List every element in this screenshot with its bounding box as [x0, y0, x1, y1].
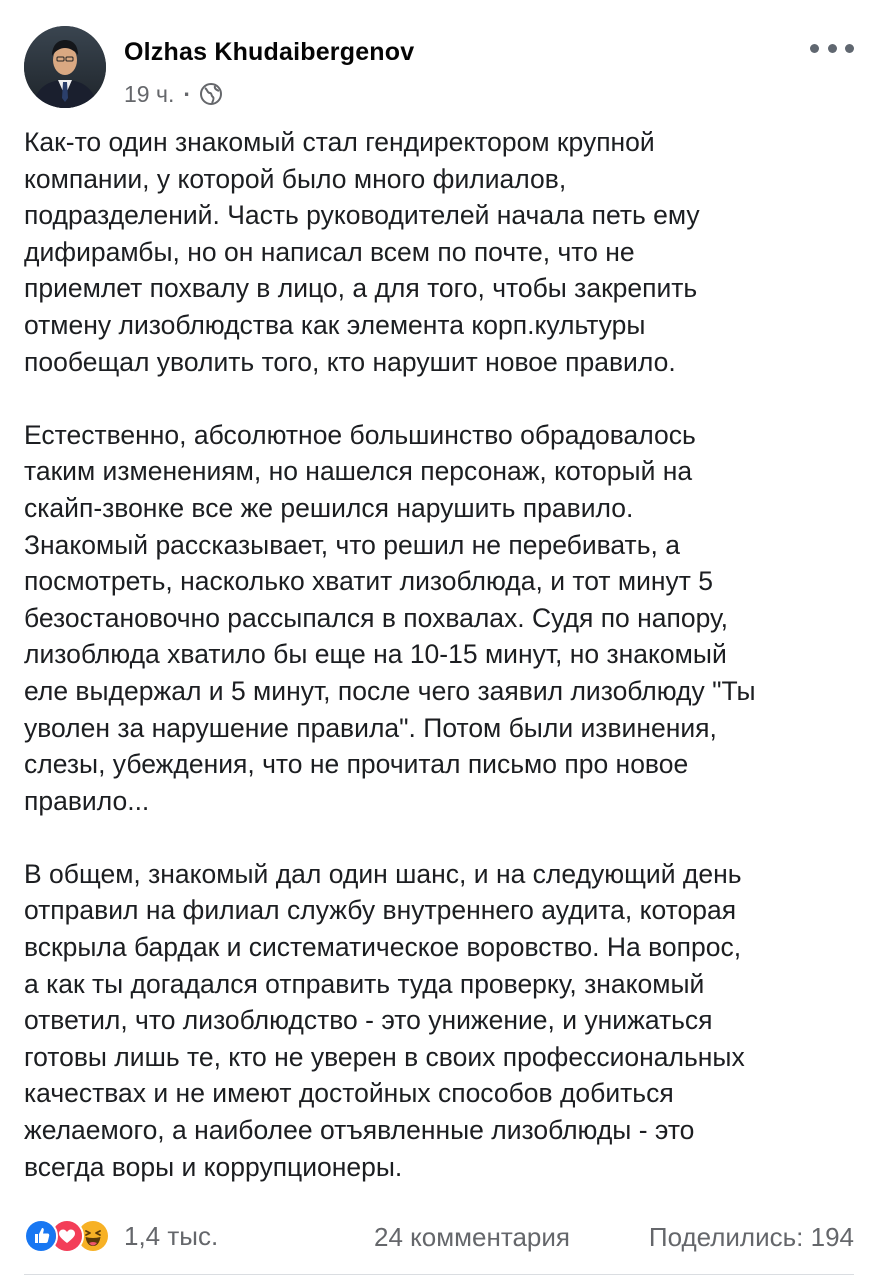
- post-header: [24, 24, 854, 112]
- more-dot: [828, 44, 837, 53]
- more-dot: [810, 44, 819, 53]
- meta-separator: ·: [183, 80, 192, 107]
- reactions-summary[interactable]: [24, 1218, 218, 1254]
- author-name[interactable]: Olzhas Khudaibergenov: [124, 38, 415, 66]
- post-paragraph: Естественно, абсолютное большинство обрадовалось таким изменениям, но нашелся персонаж, который на скайп-звонке все же решился нарушить правило. Знакомый рассказывает, что решил не перебивать, а посмотреть, насколько хватит лизоблюда, и тот минут 5 безостановочно рассыпался в похвалах. Судя по напору, лизоблюда хватило бы еще на 10-15 минут, но знакомый еле выдержал и 5 минут, после чего заявил лизоблюду "Ты уволен за нарушение правила". Потом были извинения, слезы, убеждения, что не прочитал письмо про новое правило...: [24, 419, 756, 816]
- like-reaction-icon: [24, 1219, 58, 1253]
- post-paragraph: В общем, знакомый дал один шанс, и на следующий день отправил на филиал службу внутреннего аудита, которая вскрыла бардак и систематическое воровство. На вопрос, а как ты догадался отправить туда проверку, знакомый ответил, что лизоблюдство - это унижение, и унижаться готовы лишь те, кто не уверен в своих профессиональных качествах и не имеют достойных способов добиться желаемого, а наиболее отъявленные лизоблюды - это всегда воры и коррупционеры.: [24, 858, 745, 1182]
- post-text: [24, 124, 854, 1185]
- comments-count-link[interactable]: 24 комментария: [374, 1222, 570, 1252]
- divider: [24, 1274, 854, 1275]
- timestamp[interactable]: 19 ч.: [124, 80, 175, 107]
- post-paragraph: Как-то один знакомый стал гендиректором крупной компании, у которой было много филиалов, подразделений. Часть руководителей начала петь ему дифирамбы, но он написал всем по почте, что не приемлет похвалу в лицо, а для того, чтобы закрепить отмену лизоблюдства как элемента корп.культуры пообещал уволить того, кто нарушит новое правило.: [24, 127, 700, 377]
- avatar[interactable]: [24, 26, 106, 108]
- globe-icon: [199, 82, 223, 106]
- post-meta: [124, 79, 223, 109]
- reaction-count: 1,4 тыс.: [124, 1220, 219, 1251]
- shares-count-link[interactable]: Поделились: 194: [648, 1222, 854, 1252]
- more-dot: [845, 44, 854, 53]
- more-options-icon[interactable]: [810, 38, 854, 58]
- post-footer: [24, 1212, 854, 1262]
